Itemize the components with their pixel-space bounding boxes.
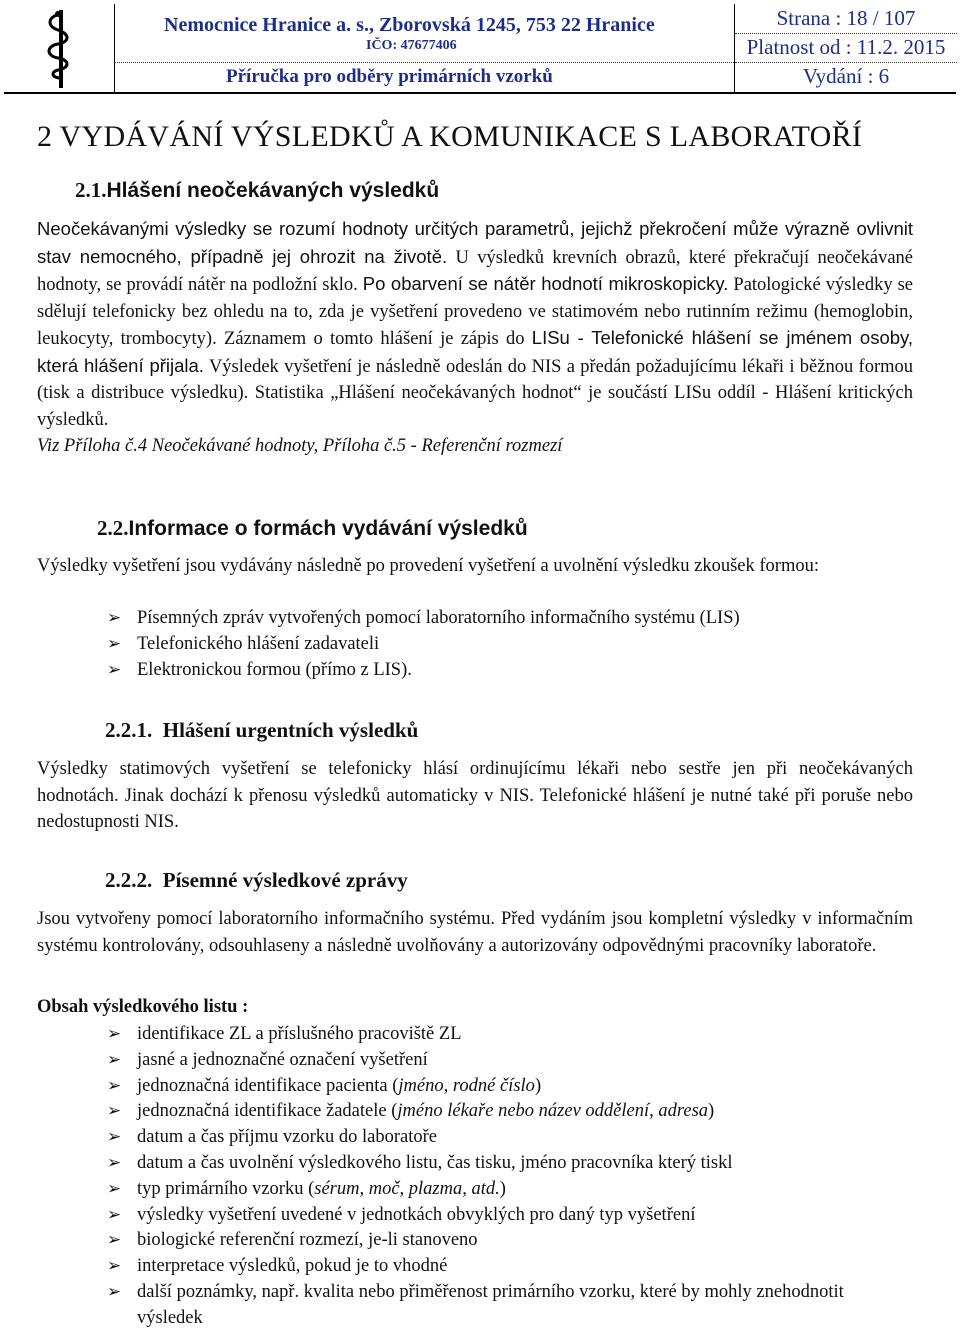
para-g: Výsledek vyšetření je následně odeslán do NIS a předán požadujícímu lékaři i běžnou formou (tisk a distribuce výsledku). xyxy=(37,356,914,403)
list-item: ➢ další poznámky, např. kvalita nebo přiměřenost primárního vzorku, které by mohly znehodnotit výsledek xyxy=(107,1281,844,1328)
subsection-number: 2.2.2. xyxy=(105,868,153,892)
list-item: ➢ výsledky vyšetření uvedené v jednotkách obvyklých pro daný typ vyšetření xyxy=(107,1203,897,1229)
paragraph-unexpected-results xyxy=(37,216,913,460)
subsection-title: Hlášení neočekávaných výsledků xyxy=(106,179,440,202)
document-header xyxy=(4,4,956,94)
arrow-bullet-icon: ➢ xyxy=(107,1075,122,1096)
org-line: Nemocnice Hranice a. s., Zborovská 1245, 753 22 Hranice xyxy=(164,14,655,36)
header-divider xyxy=(114,62,734,63)
subsection-number: 2.1. xyxy=(75,178,107,202)
list-item: ➢ biologické referenční rozmezí, je-li stanoveno xyxy=(107,1228,897,1254)
arrow-bullet-icon: ➢ xyxy=(107,1230,122,1251)
arrow-bullet-icon: ➢ xyxy=(107,1101,122,1122)
edition: Vydání : 6 xyxy=(802,64,890,88)
section-title: 2 VYDÁVÁNÍ VÝSLEDKŮ A KOMUNIKACE S LABORATOŘÍ xyxy=(37,120,863,153)
list-item: ➢ interpretace výsledků, pokud je to vhodné xyxy=(107,1254,897,1280)
para-c: Po obarvení se nátěr hodnotí mikroskopicky. xyxy=(362,273,729,294)
arrow-bullet-icon: ➢ xyxy=(107,1152,122,1173)
subsection-number: 2.2.1. xyxy=(105,718,153,742)
subsection-2-2-1-title xyxy=(105,718,418,743)
arrow-bullet-icon: ➢ xyxy=(107,1256,122,1277)
list-item: ➢ jasné a jednoznačné označení vyšetření xyxy=(107,1048,897,1074)
arrow-bullet-icon: ➢ xyxy=(107,1127,122,1148)
para-f: LISu - Telefonické hlášení se jménem osoby, která hlášení přijala. xyxy=(37,327,914,376)
arrow-bullet-icon: ➢ xyxy=(107,1049,122,1070)
paragraph-written-reports: Jsou vytvořeny pomocí laboratorního informačního systému. Před vydáním jsou kompletní výsledky v informačním systému kontrolovány, odsouhlaseny a následně uvolňovány a autorizovány odpovědnými pracovníky laboratoře. xyxy=(37,909,913,956)
list-item: ➢ typ primárního vzorku (sérum, moč, plazma, atd.) xyxy=(107,1177,897,1203)
content-list-label: Obsah výsledkového listu : xyxy=(37,997,249,1017)
subsection-2-1-title xyxy=(75,178,439,203)
list-item: ➢ datum a čas příjmu vzorku do laboratoře xyxy=(107,1125,897,1151)
arrow-bullet-icon: ➢ xyxy=(107,1024,122,1044)
para-d: Patologické výsledky se sdělují telefonicky bez ohledu na to, zda je vyšetření provedeno ve statimovém nebo rutinním režimu (hemoglobin, leukocyty, trombocyty). xyxy=(37,275,913,349)
arrow-bullet-icon: ➢ xyxy=(107,1178,122,1199)
subsection-2-2-title xyxy=(97,516,528,541)
page-number: Strana : 18 / 107 xyxy=(735,4,957,34)
subsection-title: Hlášení urgentních výsledků xyxy=(162,718,419,742)
arrow-bullet-icon: ➢ xyxy=(107,633,122,654)
list-item: ➢ Elektronickou formou (přímo z LIS). xyxy=(107,658,897,684)
subsection-title: Informace o formách vydávání výsledků xyxy=(128,517,528,540)
para-h: Statistika „Hlášení neočekávaných hodnot“ je součástí LISu oddíl - Hlášení kritických výsledků. xyxy=(37,383,914,430)
subsection-title: Písemné výsledkové zprávy xyxy=(162,868,408,892)
para-b: U výsledků krevních obrazů, které překračují neočekávané hodnoty, se provádí nátěr na podložní sklo. xyxy=(37,247,914,295)
see-also: Viz Příloha č.4 Neočekávané hodnoty, Příloha č.5 - Referenční rozmezí xyxy=(37,436,563,456)
list-item: ➢ jednoznačná identifikace pacienta (jméno, rodné číslo) xyxy=(107,1074,897,1100)
list-item: ➢ Telefonického hlášení zadavateli xyxy=(107,632,897,658)
paragraph-forms-intro: Výsledky vyšetření jsou vydávány následně po provedení vyšetření a uvolnění výsledku zkoušek formou: xyxy=(37,556,819,576)
para-a: Neočekávanými výsledky se rozumí hodnoty určitých parametrů, jejichž překročení může výrazně ovlivnit stav nemocného, případně jej ohrozit na životě. xyxy=(37,218,913,267)
manual-title: Příručka pro odběry primárních vzorků xyxy=(226,66,553,87)
arrow-bullet-icon: ➢ xyxy=(107,659,122,680)
forms-list xyxy=(107,606,897,683)
list-item: ➢ datum a čas uvolnění výsledkového listu, čas tisku, jméno pracovníka který tiskl xyxy=(107,1151,897,1177)
header-center xyxy=(114,4,734,92)
arrow-bullet-icon: ➢ xyxy=(107,608,122,628)
list-item: ➢ jednoznačná identifikace žadatele (jméno lékaře nebo název oddělení, adresa) xyxy=(107,1099,897,1125)
subsection-number: 2.2. xyxy=(97,516,129,540)
arrow-bullet-icon: ➢ xyxy=(107,1281,122,1302)
content-list xyxy=(107,1022,897,1332)
paragraph-urgent: Výsledky statimových vyšetření se telefonicky hlásí ordinujícímu lékaři nebo sestře jen při neočekávaných hodnotách. Jinak dochází k přenosu výsledků automaticky v NIS. Telefonické hlášení je nutné také při poruše nebo nedostupnosti NIS. xyxy=(37,759,913,832)
para-e: Záznamem o tomto hlášení je zápis do xyxy=(224,329,525,349)
ico: IČO: 47677406 xyxy=(366,38,457,53)
hospital-logo xyxy=(8,4,115,92)
list-item: ➢ identifikace ZL a příslušného pracoviště ZL xyxy=(107,1022,897,1048)
header-meta xyxy=(734,4,957,92)
subsection-2-2-2-title xyxy=(105,868,408,893)
valid-from: Platnost od : 11.2. 2015 xyxy=(735,33,957,63)
arrow-bullet-icon: ➢ xyxy=(107,1204,122,1225)
list-item: ➢ Písemných zpráv vytvořených pomocí laboratorního informačního systému (LIS) xyxy=(107,606,897,632)
aesculapius-icon xyxy=(8,4,114,92)
